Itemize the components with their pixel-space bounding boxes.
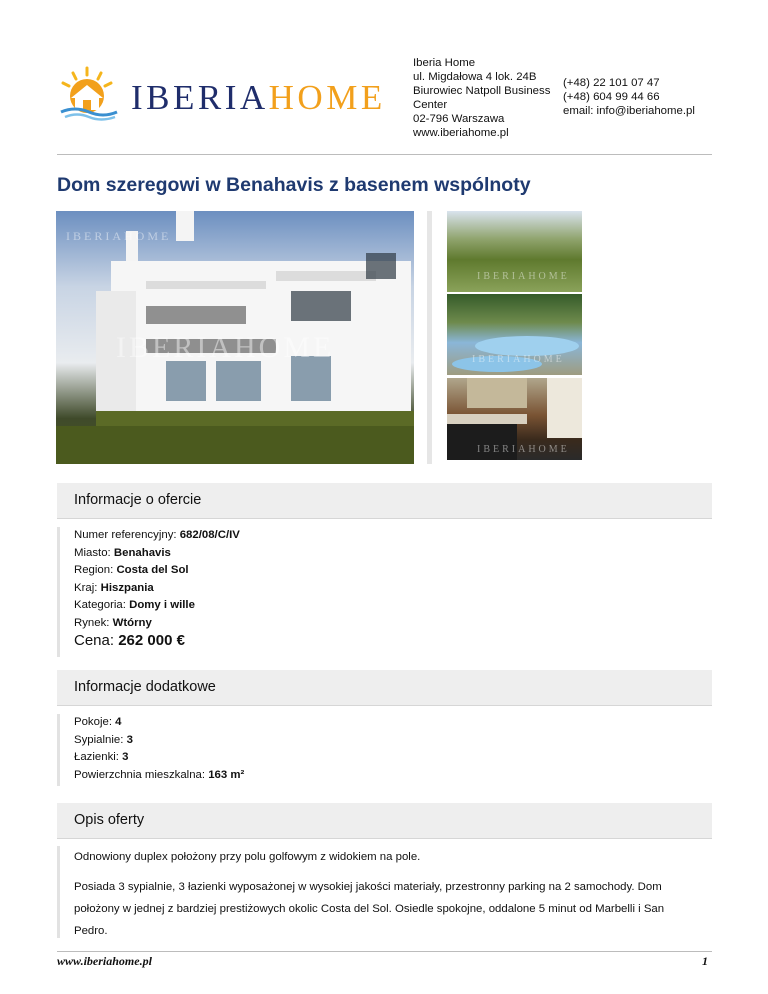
section-title: Informacje o ofercie [74, 492, 202, 508]
description-section-header [57, 803, 712, 839]
price: Cena: 262 000 € [74, 632, 185, 649]
country-value: Hiszpania [100, 581, 154, 594]
description-body [57, 846, 712, 938]
section-title: Informacje dodatkowe [74, 679, 216, 695]
address-line: Iberia Home [413, 57, 476, 69]
address-line: 02-796 Warszawa [413, 113, 505, 125]
price-value: 262 000 € [118, 632, 185, 649]
bedrooms-value: 3 [126, 733, 133, 746]
thumbnail-golf[interactable] [447, 211, 582, 292]
description-paragraph: Posiada 3 sypialnie, 3 łazienki wyposażonej w wysokiej jakości materiały, przestronny parking na 2 samochody. Dom położony w jednej z bardziej prestiżowych okolic Costa del Sol. Osiedle spokojne, oddalone 5 minut od Marbelli i San Pedro. [74, 881, 665, 937]
watermark: IBERIAHOME [472, 354, 565, 365]
detail-row: Sypialnie: 3 [74, 733, 133, 746]
address-line: ul. Migdałowa 4 lok. 24B [413, 71, 537, 83]
footer-divider [57, 951, 712, 952]
region-value: Costa del Sol [116, 564, 189, 576]
bathrooms-value: 3 [122, 751, 129, 763]
company-address [413, 56, 563, 140]
watermark: IBERIAHOME [66, 229, 172, 243]
company-contact [563, 76, 695, 118]
page-number: 1 [702, 954, 708, 968]
extra-details [57, 714, 712, 786]
detail-row: Numer referencyjny: 682/08/C/IV [74, 529, 240, 541]
address-line: Biurowiec Natpoll Business Center [413, 85, 551, 111]
detail-row: Powierzchnia mieszkalna: 163 m² [74, 768, 245, 781]
phone-2[interactable]: (+48) 604 99 44 66 [563, 91, 660, 103]
description-paragraph: Odnowiony duplex położony przy polu golfowym z widokiem na pole. [74, 851, 421, 863]
phone-1[interactable]: (+48) 22 101 07 47 [563, 77, 660, 89]
sun-house-icon [57, 66, 123, 122]
category-value: Domy i wille [129, 599, 195, 611]
rooms-value: 4 [115, 716, 122, 728]
watermark: IBERIAHOME [477, 271, 570, 282]
listing-title: Dom szeregowi w Benahavis z basenem wspólnoty [57, 174, 531, 196]
watermark: IBERIAHOME [477, 444, 570, 455]
detail-row: Miasto: Benahavis [74, 546, 171, 559]
email-link[interactable]: email: info@iberiahome.pl [563, 105, 695, 117]
website-link[interactable]: www.iberiahome.pl [413, 127, 509, 139]
watermark: IBERIAHOME [116, 331, 335, 364]
photo-separator [427, 211, 432, 464]
market-value: Wtórny [112, 616, 152, 629]
company-logo [57, 64, 386, 124]
detail-row: Rynek: Wtórny [74, 616, 152, 629]
detail-row: Kategoria: Domy i wille [74, 599, 195, 611]
detail-row: Kraj: Hiszpania [74, 581, 154, 594]
detail-row: Region: Costa del Sol [74, 564, 189, 576]
detail-row: Pokoje: 4 [74, 716, 122, 728]
header-divider [57, 154, 712, 155]
offer-details [57, 527, 712, 657]
section-title: Opis oferty [74, 812, 145, 828]
extra-section-header [57, 670, 712, 706]
logo-wordmark: IBERIAHOME [131, 78, 386, 117]
footer-website[interactable]: www.iberiahome.pl [57, 954, 152, 968]
city-value: Benahavis [113, 546, 171, 559]
thumbnail-pool[interactable] [447, 294, 582, 375]
area-value: 163 m² [208, 768, 245, 781]
detail-row: Łazienki: 3 [74, 751, 129, 763]
thumbnail-kitchen[interactable] [447, 378, 582, 460]
reference-number: 682/08/C/IV [179, 529, 240, 541]
offer-section-header [57, 483, 712, 519]
main-photo[interactable] [56, 211, 414, 464]
